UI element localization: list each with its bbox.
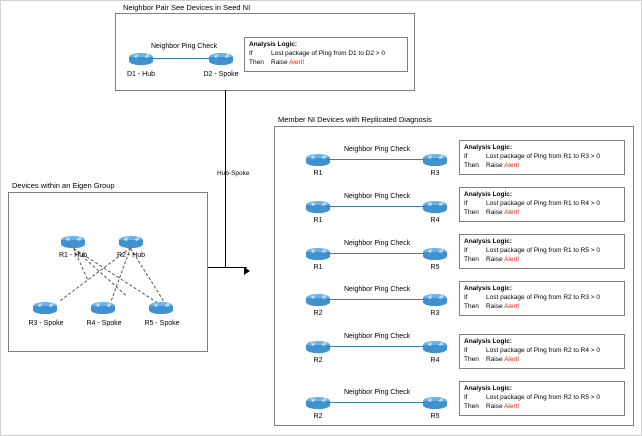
router-icon-d1	[128, 51, 154, 66]
eigen-node-label-r3: R3 - Spoke	[28, 320, 64, 327]
seed-node-label-d1: D1 - Hub	[126, 71, 155, 78]
router-icon-row6-right	[422, 395, 448, 410]
member-logic-then-prefix-row1: Raise	[486, 161, 505, 169]
member-logic-if-row4	[464, 294, 620, 303]
member-link-row6	[328, 402, 424, 403]
member-node-label-row6-left: R2	[313, 413, 323, 420]
member-node-label-row2-right: R4	[430, 217, 440, 224]
member-node-label-row4-right: R3	[430, 310, 440, 317]
eigen-node-label-r4: R4 - Spoke	[86, 320, 122, 327]
member-logic-then-kw-row4: Then	[464, 302, 479, 310]
member-analysis-logic-row6	[459, 381, 625, 416]
member-logic-if-text-row5: Lost package of Ping from R2 to R4 > 0	[486, 346, 600, 354]
member-node-label-row3-right: R5	[430, 264, 440, 271]
member-logic-header-row2: Analysis Logic:	[464, 191, 513, 198]
router-icon-r1-hub	[60, 234, 86, 249]
router-icon-row4-right	[422, 292, 448, 307]
member-logic-then-kw-row5: Then	[464, 355, 479, 363]
member-logic-if-text-row2: Lost package of Ping from R1 to R4 > 0	[486, 199, 600, 207]
router-icon-row2-right	[422, 199, 448, 214]
member-logic-then-prefix-row2: Raise	[486, 208, 505, 216]
seed-logic-alert: Alert!	[289, 58, 305, 66]
member-analysis-logic-row5	[459, 334, 625, 369]
router-icon-r2-hub	[118, 234, 144, 249]
member-logic-then-row2	[464, 209, 620, 218]
router-icon-r3-spoke	[32, 300, 58, 315]
member-logic-then-text-row6	[486, 403, 620, 412]
member-link-label-row5: Neighbor Ping Check	[344, 333, 411, 340]
member-logic-if-kw-row5: If	[464, 346, 468, 354]
member-node-label-row2-left: R1	[313, 217, 323, 224]
member-analysis-logic-row3	[459, 234, 625, 269]
member-logic-if-kw-row4: If	[464, 293, 468, 301]
member-logic-header-row4: Analysis Logic:	[464, 285, 513, 292]
member-node-label-row4-left: R2	[313, 310, 323, 317]
member-logic-alert-row6: Alert!	[504, 402, 520, 410]
member-logic-then-prefix-row4: Raise	[486, 302, 505, 310]
member-node-label-row5-left: R2	[313, 357, 323, 364]
member-logic-if-text-row4: Lost package of Ping from R2 to R3 > 0	[486, 293, 600, 301]
member-logic-header-row1: Analysis Logic:	[464, 144, 513, 151]
member-logic-then-text-row2	[486, 209, 620, 218]
member-node-label-row3-left: R1	[313, 264, 323, 271]
seed-logic-if-kw: If	[249, 49, 253, 57]
seed-link-label: Neighbor Ping Check	[151, 43, 218, 50]
member-logic-then-kw-row1: Then	[464, 161, 479, 169]
member-link-label-row3: Neighbor Ping Check	[344, 240, 411, 247]
member-link-row3	[328, 253, 424, 254]
router-icon-r5-spoke	[148, 300, 174, 315]
member-logic-header-row3: Analysis Logic:	[464, 238, 513, 245]
member-logic-alert-row2: Alert!	[504, 208, 520, 216]
router-icon-row5-right	[422, 339, 448, 354]
seed-logic-if-text: Lost package of Ping from D1 to D2 > 0	[271, 49, 385, 57]
member-logic-header-row6: Analysis Logic:	[464, 385, 513, 392]
member-analysis-logic-row4	[459, 281, 625, 316]
connector-vertical-line	[225, 90, 226, 267]
member-node-label-row5-right: R4	[430, 357, 440, 364]
member-logic-alert-row5: Alert!	[504, 355, 520, 363]
seed-analysis-logic	[244, 37, 408, 72]
member-link-label-row4: Neighbor Ping Check	[344, 286, 411, 293]
member-logic-then-text-row1	[486, 162, 620, 171]
member-logic-if-kw-row6: If	[464, 393, 468, 401]
seed-logic-then-text	[271, 59, 403, 68]
member-logic-then-text-row3	[486, 256, 620, 265]
eigen-panel	[8, 192, 208, 352]
member-logic-then-prefix-row5: Raise	[486, 355, 505, 363]
member-link-row1	[328, 159, 424, 160]
eigen-node-label-r5: R5 - Spoke	[144, 320, 180, 327]
member-logic-then-text-row4	[486, 303, 620, 312]
member-node-label-row6-right: R5	[430, 413, 440, 420]
member-logic-alert-row1: Alert!	[504, 161, 520, 169]
member-analysis-logic-row2	[459, 187, 625, 222]
member-logic-if-row5	[464, 347, 620, 356]
seed-logic-if-row	[249, 50, 403, 59]
member-logic-if-kw-row1: If	[464, 152, 468, 160]
member-logic-then-row5	[464, 356, 620, 365]
eigen-node-label-r2: R2 - Hub	[116, 252, 145, 259]
seed-logic-then-prefix: Raise	[271, 58, 290, 66]
member-logic-if-row6	[464, 394, 620, 403]
member-logic-if-row1	[464, 153, 620, 162]
member-logic-then-row3	[464, 256, 620, 265]
connector-horizontal-line	[208, 267, 226, 268]
member-node-label-row1-left: R1	[313, 170, 323, 177]
router-icon-row1-right	[422, 152, 448, 167]
member-link-label-row2: Neighbor Ping Check	[344, 193, 411, 200]
member-link-row5	[328, 346, 424, 347]
member-logic-if-row2	[464, 200, 620, 209]
seed-logic-header: Analysis Logic:	[249, 41, 298, 48]
router-icon-r4-spoke	[90, 300, 116, 315]
seed-logic-then-kw: Then	[249, 58, 264, 66]
seed-logic-then-row	[249, 59, 403, 68]
connector-arrowhead	[244, 267, 250, 275]
member-logic-if-text-row6: Lost package of Ping from R2 to R5 > 0	[486, 393, 600, 401]
member-logic-then-kw-row3: Then	[464, 255, 479, 263]
member-logic-then-row4	[464, 303, 620, 312]
member-analysis-logic-row1	[459, 140, 625, 175]
member-logic-then-prefix-row6: Raise	[486, 402, 505, 410]
member-node-label-row1-right: R3	[430, 170, 440, 177]
member-logic-if-row3	[464, 247, 620, 256]
eigen-panel-title: Devices within an Eigen Group	[12, 181, 115, 190]
router-icon-row3-right	[422, 246, 448, 261]
router-icon-d2	[208, 51, 234, 66]
member-logic-then-text-row5	[486, 356, 620, 365]
member-logic-then-row1	[464, 162, 620, 171]
member-link-label-row6: Neighbor Ping Check	[344, 389, 411, 396]
member-logic-if-kw-row2: If	[464, 199, 468, 207]
member-logic-then-kw-row6: Then	[464, 402, 479, 410]
member-link-row4	[328, 299, 424, 300]
member-logic-then-row6	[464, 403, 620, 412]
member-logic-then-prefix-row3: Raise	[486, 255, 505, 263]
member-link-row2	[328, 206, 424, 207]
member-link-label-row1: Neighbor Ping Check	[344, 146, 411, 153]
member-logic-alert-row3: Alert!	[504, 255, 520, 263]
member-logic-if-text-row1: Lost package of Ping from R1 to R3 > 0	[486, 152, 600, 160]
member-logic-if-kw-row3: If	[464, 246, 468, 254]
member-logic-header-row5: Analysis Logic:	[464, 338, 513, 345]
seed-node-label-d2: D2 - Spoke	[203, 71, 239, 78]
connector-label: Hub-Spoke	[217, 170, 250, 177]
member-logic-if-text-row3: Lost package of Ping from R1 to R5 > 0	[486, 246, 600, 254]
eigen-node-label-r1: R1 - Hub	[58, 252, 87, 259]
member-logic-alert-row4: Alert!	[504, 302, 520, 310]
seed-panel-title: Neighbor Pair See Devices in Seed NI	[123, 3, 251, 12]
member-logic-then-kw-row2: Then	[464, 208, 479, 216]
member-panel-title: Member NI Devices with Replicated Diagnosis	[278, 115, 432, 124]
